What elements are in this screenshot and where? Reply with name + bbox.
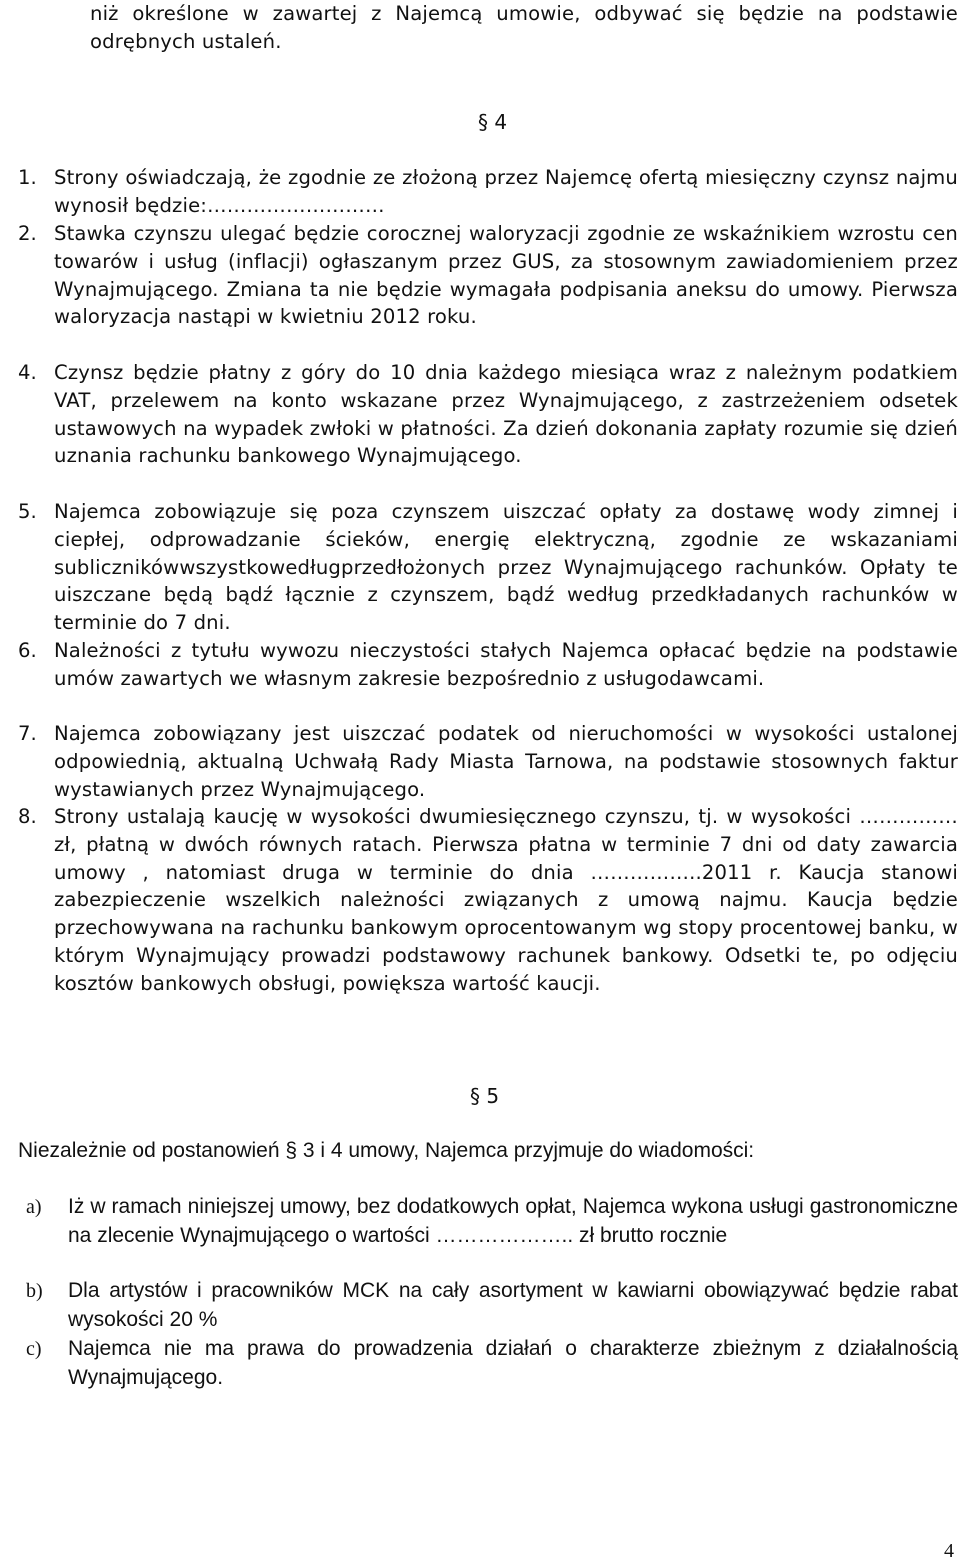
item-text: Stawka czynszu ulegać będzie corocznej waloryzacji zgodnie ze wskaźnikiem wzrostu cen towarów i usług (inflacji) ogłaszanym przez GUS, za stosownym zawiadomieniem przez Wynajmującego. Zmiana ta nie będzie wymagała podpisania aneksu do umowy. Pierwsza waloryzacja nastąpi w kwietniu 2012 roku. <box>54 222 958 329</box>
section-5-intro: Niezależnie od postanowień § 3 i 4 umowy, Najemca przyjmuje do wiadomości: <box>18 1139 755 1162</box>
page-number: 4 <box>944 1540 954 1562</box>
item-letter: c) <box>26 1338 42 1360</box>
item-number: 4. <box>18 361 37 384</box>
item-letter: b) <box>26 1280 43 1302</box>
item-letter: a) <box>26 1196 42 1218</box>
item-number: 7. <box>18 722 37 745</box>
item-text: Iż w ramach niniejszej umowy, bez dodatkowych opłat, Najemca wykona usługi gastronomiczne na zlecenie Wynajmującego o wartości ……………….. zł brutto rocznie <box>68 1195 958 1247</box>
section-4-heading: § 4 <box>478 110 508 134</box>
section-5-heading: § 5 <box>470 1084 500 1108</box>
paragraph-top-fragment: niż określone w zawartej z Najemcą umowie, odbywać się będzie na podstawie odrębnych ustaleń. <box>90 2 958 53</box>
item-text: Najemca nie ma prawa do prowadzenia działań o charakterze zbieżnym z działalnością Wynajmującego. <box>68 1337 958 1389</box>
item-number: 5. <box>18 500 37 523</box>
item-text: Najemca zobowiązuje się poza czynszem uiszczać opłaty za dostawę wody zimnej i ciepłej, odprowadzanie ścieków, energię elektryczną, zgodnie ze wskazaniami sublicznikówwszystkowedługprzedłożonych przez Wynajmującego rachunków. Opłaty te uiszczane będą bądź łącznie z czynszem, bądź według przedkładanych rachunków w terminie do 7 dni. <box>54 500 958 635</box>
item-number: 8. <box>18 805 37 828</box>
item-text: Strony oświadczają, że zgodnie ze złożoną przez Najemcę ofertą miesięczny czynsz najmu wynosił będzie:……………………… <box>54 166 958 217</box>
item-number: 6. <box>18 639 37 662</box>
item-text: Strony ustalają kaucję w wysokości dwumiesięcznego czynszu, tj. w wysokości ……………zł, płatną w dwóch równych ratach. Pierwsza płatna w terminie 7 dni od daty zawarcia umowy , natomiast druga w terminie do dnia ……………..2011 r. Kaucja stanowi zabezpieczenie wszelkich należności związanych z umową najmu. Kaucja będzie przechowywana na rachunku bankowym oprocentowanym wg stopy procentowej banku, w którym Wynajmujący prowadzi podstawowy rachunek bankowy. Odsetki te, po odjęciu kosztów bankowych obsługi, powiększa wartość kaucji. <box>54 805 958 995</box>
item-number: 2. <box>18 222 37 245</box>
item-text: Należności z tytułu wywozu nieczystości stałych Najemca opłacać będzie na podstawie umów zawartych we własnym zakresie bezpośrednio z usługodawcami. <box>54 639 958 690</box>
item-text: Dla artystów i pracowników MCK na cały asortyment w kawiarni obowiązywać będzie rabat wysokości 20 % <box>68 1279 958 1331</box>
item-text: Najemca zobowiązany jest uiszczać podatek od nieruchomości w wysokości ustalonej odpowiednią, aktualną Uchwałą Rady Miasta Tarnowa, na podstawie stosownych faktur wystawianych przez Wynajmującego. <box>54 722 958 801</box>
item-text: Czynsz będzie płatny z góry do 10 dnia każdego miesiąca wraz z należnym podatkiem VAT, przelewem na konto wskazane przez Wynajmującego, z zastrzeżeniem odsetek ustawowych na wypadek zwłoki w płatności. Za dzień dokonania zapłaty rozumie się dzień uznania rachunku bankowego Wynajmującego. <box>54 361 958 468</box>
item-number: 1. <box>18 166 37 189</box>
